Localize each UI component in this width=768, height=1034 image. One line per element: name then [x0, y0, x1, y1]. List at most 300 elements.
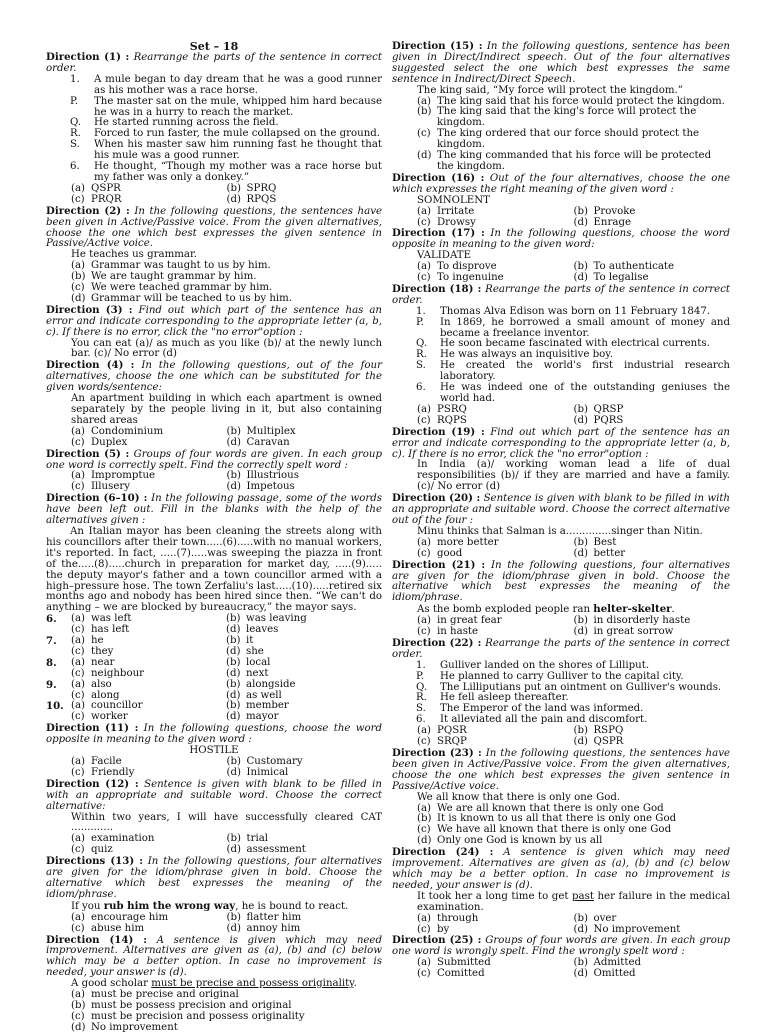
option-key: (a) [71, 260, 86, 272]
option-text: Enrage [593, 216, 631, 228]
option-key: (b) [573, 205, 588, 217]
answer-option[interactable] [574, 549, 731, 560]
option-text: No improvement [593, 923, 681, 935]
option-text: trial [246, 833, 269, 845]
option-key: (d) [226, 766, 241, 778]
option-text: must be precise and original [91, 989, 239, 1001]
sentence-part [392, 672, 730, 683]
part-text: He started running across the field. [94, 117, 279, 129]
answer-option[interactable] [226, 680, 381, 691]
option-key: (d) [71, 292, 86, 304]
question-stem: He teaches us grammar. [71, 249, 197, 261]
direction-label: Direction (22) : [392, 636, 482, 649]
option-key: (a) [417, 261, 432, 273]
option-key: (c) [417, 736, 431, 748]
part-text: The master sat on the mule, whipped him hard because he was in a hurry to reach the market. [94, 95, 382, 118]
stem-text: . [353, 978, 357, 990]
direction-label: Direction (14) : [46, 933, 147, 946]
part-key: R. [416, 349, 427, 361]
part-key: P. [416, 670, 425, 682]
option-text: RSPQ [593, 725, 624, 737]
direction-q11 [46, 723, 382, 746]
direction-label: Direction (1) : [46, 51, 130, 63]
direction-q19 [392, 427, 730, 461]
option-text: over [593, 912, 617, 924]
stem-text: It took her a long time to get [417, 890, 573, 902]
question-stem: We all know that there is only one God. [417, 791, 621, 803]
option-text: member [246, 700, 289, 712]
answer-option[interactable] [392, 107, 730, 129]
option-text: near [91, 656, 115, 668]
option-text: SRQP [437, 736, 467, 748]
answer-option[interactable] [574, 925, 731, 936]
option-key: (d) [226, 922, 241, 934]
direction-q17 [392, 228, 730, 251]
option-text: The king ordered that our force should protect the kingdom. [437, 128, 700, 151]
stem-text: If you [71, 900, 104, 912]
part-text: He created the world's first industrial research laboratory. [440, 360, 730, 383]
answer-option[interactable] [227, 924, 383, 935]
answer-option[interactable] [574, 969, 731, 980]
option-text: We are taught grammar by him. [91, 271, 257, 283]
option-text: To ingenuine [437, 272, 504, 284]
option-key: (d) [573, 736, 588, 748]
option-text: PSRQ [437, 403, 467, 415]
option-key: (d) [573, 968, 588, 980]
option-row [46, 913, 382, 924]
question-stem [46, 901, 382, 913]
stem-text: A good scholar [71, 978, 152, 990]
part-key: R. [416, 692, 427, 704]
option-key: (b) [226, 700, 241, 712]
part-text: Gulliver landed on the shores of Lilliput. [440, 659, 650, 671]
direction-text: Find out which part of the sentence has an error and indicate corresponding to the appropriate letter (a, b, c). If there is no error, click the "no error"option : [392, 426, 730, 460]
option-row [392, 914, 730, 925]
option-text: has left [91, 624, 130, 636]
direction-label: Direction (15) : [392, 40, 483, 52]
option-key: (b) [573, 725, 588, 737]
option-text: We are all known that there is only one God [437, 802, 664, 814]
question-stem: HOSTILE [189, 745, 239, 757]
direction-text: In the following passage, some of the words have been left out. Fill in the blanks with the help of the alternatives given : [46, 493, 383, 527]
option-text: in great fear [437, 615, 502, 627]
option-key: (b) [226, 756, 241, 767]
option-text: must be possess precision and original [91, 999, 292, 1011]
sentence-part [392, 318, 730, 340]
option-text: she [246, 645, 264, 657]
direction-q6_10 [46, 493, 382, 527]
option-text: in haste [437, 626, 479, 638]
part-key: P. [416, 316, 425, 328]
answer-option[interactable] [227, 913, 383, 924]
option-key: (d) [226, 436, 241, 448]
answer-option[interactable] [574, 914, 731, 925]
sentence-part [46, 75, 382, 97]
option-key: (b) [226, 911, 241, 923]
part-text: When his master saw him running fast he thought that his mule was a good runner. [94, 139, 382, 162]
option-key: (a) [417, 536, 432, 548]
direction-q20 [392, 493, 730, 527]
option-text: was leaving [246, 613, 307, 625]
part-text: He was indeed one of the outstanding geniuses the world had. [440, 382, 730, 404]
question-number: 9. [46, 678, 57, 691]
sentence-part [392, 383, 730, 405]
option-text: he [91, 635, 104, 647]
part-text: He fell asleep thereafter. [440, 692, 569, 704]
direction-text: In the following questions, four alternatives are given for the idiom/phrase given in bold. Choose the alternative which best expresses the meaning of the idiom/phrase. [46, 856, 382, 900]
option-key: (d) [226, 844, 241, 856]
option-key: (c) [417, 128, 431, 140]
option-text: in great sorrow [593, 626, 674, 638]
direction-label: Direction (25) : [392, 934, 482, 947]
option-key: (c) [71, 645, 85, 657]
option-text: SPRQ [246, 182, 277, 194]
option-text: Illusery [91, 481, 130, 493]
sentence-part [46, 162, 382, 184]
part-key: S. [70, 139, 80, 151]
underlined-phrase: must be precise and possess originality [151, 978, 354, 990]
option-key: (c) [417, 414, 431, 426]
direction-text: Sentence is given with blank to be filled in with an appropriate and suitable word. Choose the correct alternative out of the four : [392, 493, 730, 526]
direction-q2 [46, 206, 382, 251]
sentence-part [392, 361, 730, 383]
option-key: (a) [71, 700, 86, 712]
option-key: (a) [71, 182, 86, 194]
option-key: (d) [417, 150, 432, 162]
option-key: (c) [417, 824, 431, 836]
direction-label: Direction (3) : [46, 303, 133, 316]
option-key: (c) [71, 766, 85, 778]
option-key: (b) [417, 106, 432, 118]
option-row [46, 680, 382, 691]
option-key: (c) [71, 689, 85, 701]
direction-label: Direction (23) : [392, 747, 482, 759]
option-key: (b) [573, 536, 588, 548]
direction-q22 [392, 638, 730, 661]
option-text: We were teached grammar by him. [91, 282, 273, 294]
direction-text: Groups of four words are given. In each group one word is wrongly spelt. Find the wrongly spelt word : [392, 935, 730, 958]
option-key: (c) [71, 1010, 85, 1022]
option-text: Duplex [91, 436, 128, 448]
part-text: He was always an inquisitive boy. [440, 349, 613, 361]
option-text: along [91, 689, 120, 701]
idiom-phrase: helter-skelter [593, 603, 672, 616]
direction-q12 [46, 779, 382, 813]
answer-option[interactable] [574, 207, 731, 218]
direction-text: In the following questions, four alternatives are given for the idiom/phrase given in bold. Choose the alternative which best expresses the meaning of the idiom/phrase. [392, 559, 730, 604]
part-text: Forced to run faster, the mule collapsed on the ground. [94, 128, 381, 140]
answer-option[interactable] [227, 768, 383, 779]
option-text: Grammar was taught to us by him. [91, 260, 271, 272]
option-key: (b) [226, 678, 241, 690]
option-key: (d) [226, 645, 241, 657]
option-text: alongside [246, 678, 296, 690]
answer-option[interactable] [392, 129, 730, 151]
option-text: QSPR [593, 736, 624, 748]
option-key: (a) [71, 613, 86, 625]
direction-text: Groups of four words are given. In each group one word is correctly spelt. Find the correctly spelt word : [46, 448, 383, 471]
direction-q21 [392, 560, 730, 605]
direction-text: In the following questions, sentence has been given in Direct/Indirect speech. Out of the four alternatives suggested select the one which best expresses the same sentence in Indirect/Direct Speech. [392, 41, 730, 85]
option-key: (d) [71, 1021, 86, 1033]
sentence-part [46, 140, 382, 162]
direction-q16 [392, 173, 730, 196]
direction-q4 [46, 360, 382, 394]
option-text: PQRS [593, 414, 624, 426]
direction-q25 [392, 935, 730, 958]
part-text: He thought, “Though my mother was a race horse but my father was only a donkey.” [94, 161, 382, 183]
answer-option[interactable] [227, 845, 383, 856]
option-key: (c) [417, 626, 431, 638]
option-text: through [437, 912, 479, 924]
option-key: (b) [573, 261, 588, 273]
answer-option[interactable] [227, 195, 383, 206]
option-key: (d) [573, 547, 588, 559]
answer-option[interactable] [46, 1023, 382, 1034]
option-text: Omitted [593, 968, 636, 980]
direction-text: In the following questions, the sentences have been given in Active/Passive voice. From the given alternatives, choose the one which best expresses the given sentence in Passive/Active voice. [46, 205, 382, 250]
option-row [392, 207, 730, 218]
option-text: Illustrious [246, 470, 299, 482]
part-text: The Lilliputians put an ointment on Gulliver's wounds. [440, 681, 722, 693]
direction-text: In the following questions, choose the word opposite in meaning to the given word : [46, 723, 382, 746]
direction-q5 [46, 449, 382, 472]
option-key: (a) [71, 911, 86, 923]
option-key: (d) [573, 626, 588, 638]
option-text: To authenticate [593, 261, 675, 273]
answer-option[interactable] [574, 737, 731, 748]
stem-text: her failure in the medical examination. [417, 890, 731, 913]
option-key: (a) [71, 425, 86, 437]
option-text: Impromptue [91, 470, 156, 482]
option-key: (a) [71, 678, 86, 690]
part-key: 1. [416, 305, 426, 317]
direction-text: Out of the four alternatives, choose the one which expresses the right meaning of the given word : [392, 172, 730, 195]
question-stem: SOMNOLENT [417, 194, 490, 206]
option-text: QSPR [91, 182, 121, 194]
option-key: (c) [71, 481, 85, 493]
sentence-part [46, 97, 382, 119]
direction-label: Direction (2) : [46, 204, 130, 217]
option-key: (c) [71, 624, 85, 636]
option-key: (d) [226, 481, 241, 493]
option-key: (a) [71, 635, 86, 647]
underlined-phrase: past [572, 890, 594, 902]
option-text: local [246, 656, 271, 668]
option-text: better [593, 547, 626, 559]
right-column [392, 41, 730, 980]
stem-text: , he is bound to react. [235, 900, 349, 912]
option-text: was left [91, 613, 132, 625]
option-text: assessment [246, 844, 306, 856]
option-key: (a) [417, 725, 432, 737]
option-key: (b) [573, 615, 588, 627]
direction-text: Rearrange the parts of the sentence in correct order. [392, 637, 730, 660]
direction-q3 [46, 305, 382, 339]
direction-text: Find out which part of the sentence has an error and indicate corresponding to the appropriate letter (a, b, c). If there is no error, click the "no error"option : [46, 304, 382, 338]
option-key: (d) [573, 414, 588, 426]
option-text: abuse him [91, 922, 145, 934]
option-key: (c) [417, 272, 431, 284]
answer-option[interactable] [227, 482, 383, 493]
option-text: good [437, 547, 463, 559]
question-number: 6. [46, 613, 57, 626]
option-text: RPQS [246, 193, 277, 205]
question-stem: Minu thinks that Salman is a..............singer than Nitin. [417, 525, 703, 537]
part-key: P. [70, 95, 79, 107]
option-key: (a) [417, 615, 432, 627]
direction-label: Direction (21) : [392, 558, 486, 571]
option-text: Inimical [246, 766, 289, 778]
option-text: Impetous [246, 481, 295, 493]
option-key: (d) [226, 193, 241, 205]
option-key: (c) [417, 216, 431, 228]
answer-option[interactable] [417, 969, 574, 980]
option-key: (a) [417, 205, 432, 217]
answer-option[interactable] [392, 151, 730, 173]
option-text: To disprove [437, 261, 497, 273]
option-key: (a) [417, 802, 432, 814]
answer-option[interactable] [71, 913, 227, 924]
answer-option[interactable] [417, 207, 574, 218]
option-key: (b) [226, 425, 241, 437]
option-text: Only one God is known by us all [437, 835, 603, 847]
option-text: more better [437, 536, 499, 548]
option-text: Irritate [437, 205, 475, 217]
direction-label: Direction (20) : [392, 492, 481, 505]
part-text: A mule began to day dream that he was a good runner as his mother was a race horse. [94, 73, 382, 96]
question-stem: In India (a)/ working woman lead a life of dual responsibilities (b)/ if they are married and have a family. (c)/ No error (d) [417, 459, 730, 493]
direction-q23 [392, 748, 730, 793]
option-key: (a) [71, 756, 86, 767]
direction-text: A sentence is given which may need improvement. Alternatives are given as (a), (b) and (c) below which may be a better option. In case no improvement is needed, your answer is (d). [392, 847, 730, 891]
left-column [46, 52, 382, 1034]
direction-label: Direction (4) : [46, 359, 135, 372]
option-key: (d) [226, 711, 241, 723]
set-title: Set – 18 [189, 40, 239, 53]
part-key: 1. [416, 659, 426, 671]
option-key: (a) [71, 989, 86, 1001]
option-key: (b) [573, 957, 588, 969]
part-key: 6. [416, 382, 426, 394]
option-key: (d) [226, 689, 241, 701]
option-key: (d) [573, 216, 588, 228]
option-text: We have all known that there is only one God [437, 824, 672, 836]
part-text: In 1869, he borrowed a small amount of money and became a freelance inventor. [440, 316, 730, 339]
direction-label: Direction (17) : [392, 227, 485, 240]
option-text: they [91, 645, 114, 657]
option-text: No improvement [91, 1021, 178, 1033]
option-text: worker [91, 711, 128, 723]
option-text: Comitted [437, 968, 485, 980]
question-stem: Within two years, I will have successfully cleared CAT ............. [71, 811, 382, 834]
option-row [392, 969, 730, 980]
option-key: (b) [71, 271, 86, 283]
option-text: neighbour [91, 667, 145, 679]
direction-text: Sentence is given with blank to be filled in with an appropriate and suitable word. Choose the correct alternative: [46, 778, 382, 812]
option-text: examination [91, 833, 155, 845]
part-key: Q. [416, 681, 428, 693]
question-stem [392, 892, 730, 914]
option-key: (d) [573, 272, 588, 284]
option-key: (c) [71, 711, 85, 723]
option-text: quiz [91, 844, 113, 856]
option-key: (c) [71, 667, 85, 679]
answer-option[interactable] [71, 680, 226, 691]
stem-text: . [671, 604, 675, 616]
answer-option[interactable] [574, 627, 731, 638]
option-text: Admitted [593, 957, 642, 969]
option-key: (a) [71, 470, 86, 482]
answer-option[interactable] [574, 218, 731, 229]
option-text: councillor [91, 700, 143, 712]
part-key: 6. [416, 714, 426, 726]
option-key: (a) [417, 95, 432, 107]
option-text: annoy him [246, 922, 301, 934]
option-key: (b) [226, 656, 241, 668]
option-text: Best [593, 536, 617, 548]
part-text: The Emperor of the land was informed. [440, 703, 644, 715]
option-text: Customary [246, 756, 303, 767]
answer-option[interactable] [417, 914, 574, 925]
direction-text: In the following questions, out of the four alternatives, choose the one which can be substituted for the given words/sentence: [46, 360, 382, 394]
direction-label: Direction (12) : [46, 777, 139, 790]
option-text: Submitted [437, 957, 491, 969]
option-text: flatter him [246, 911, 302, 923]
option-text: The king commanded that his force will be protected the kingdom. [437, 150, 712, 172]
option-key: (b) [226, 182, 241, 194]
option-key: (b) [573, 403, 588, 415]
answer-option[interactable] [574, 416, 731, 427]
option-key: (b) [226, 833, 241, 845]
question-stem: The king said, “My force will protect the kingdom.” [417, 84, 683, 96]
idiom-phrase: rub him the wrong way [103, 899, 236, 912]
option-text: PQSR [437, 725, 467, 737]
option-key: (c) [71, 193, 85, 205]
option-text: in disorderly haste [593, 615, 691, 627]
answer-option[interactable] [574, 273, 731, 284]
option-key: (b) [226, 470, 241, 482]
direction-text: Rearrange the parts of the sentence in correct order. [46, 52, 382, 74]
direction-label: Direction (18) : [392, 282, 482, 295]
option-text: Friendly [91, 766, 135, 778]
option-text: Caravan [246, 436, 290, 448]
option-key: (a) [417, 403, 432, 415]
option-text: It is known to us all that there is only one God [437, 813, 677, 825]
part-key: R. [70, 128, 81, 140]
part-key: S. [416, 360, 426, 372]
option-text: Condominium [91, 425, 164, 437]
question-stem: An apartment building in which each apartment is owned separately by the people living in it, but also containing shared areas [71, 393, 382, 426]
option-text: as well [246, 689, 282, 701]
part-text: Thomas Alva Edison was born on 11 February 1847. [440, 305, 711, 317]
option-text: The king said that his force would protect the kingdom. [437, 95, 725, 107]
stem-text: As the bomb exploded people ran [417, 604, 594, 616]
direction-text: In the following questions, the sentences have been given in Active/Passive voice. From the given alternatives, choose the one which best expresses the given sentence in Passive/Active voice. [392, 748, 730, 792]
direction-q1 [46, 52, 382, 75]
passage: An Italian mayor has been cleaning the streets along with his councillors after their town.....(6).....with no manual workers, it's reported. In fact, .....(7).....was sweeping the piazza in front of the.....(8).....church in preparation for market day, .....(9)..... the deputy mayor's father and a town councillor armed with a high–pressure hose. The town Zerfaliu's last.....(10).....retired six months ago and nobody has been hired since then. “We can't do anything – we are blocked by bureaucracy,” the mayor says. [46, 525, 382, 614]
part-key: Q. [70, 117, 82, 129]
direction-q13 [46, 856, 382, 901]
answer-option[interactable] [227, 438, 383, 449]
option-text: QRSP [593, 403, 624, 415]
option-text: leaves [246, 624, 279, 636]
answer-option[interactable] [226, 712, 381, 723]
option-text: PRQR [91, 193, 122, 205]
option-key: (a) [71, 833, 86, 845]
direction-label: Directions (13) : [46, 855, 143, 868]
option-text: must be precision and possess originality [91, 1010, 305, 1022]
